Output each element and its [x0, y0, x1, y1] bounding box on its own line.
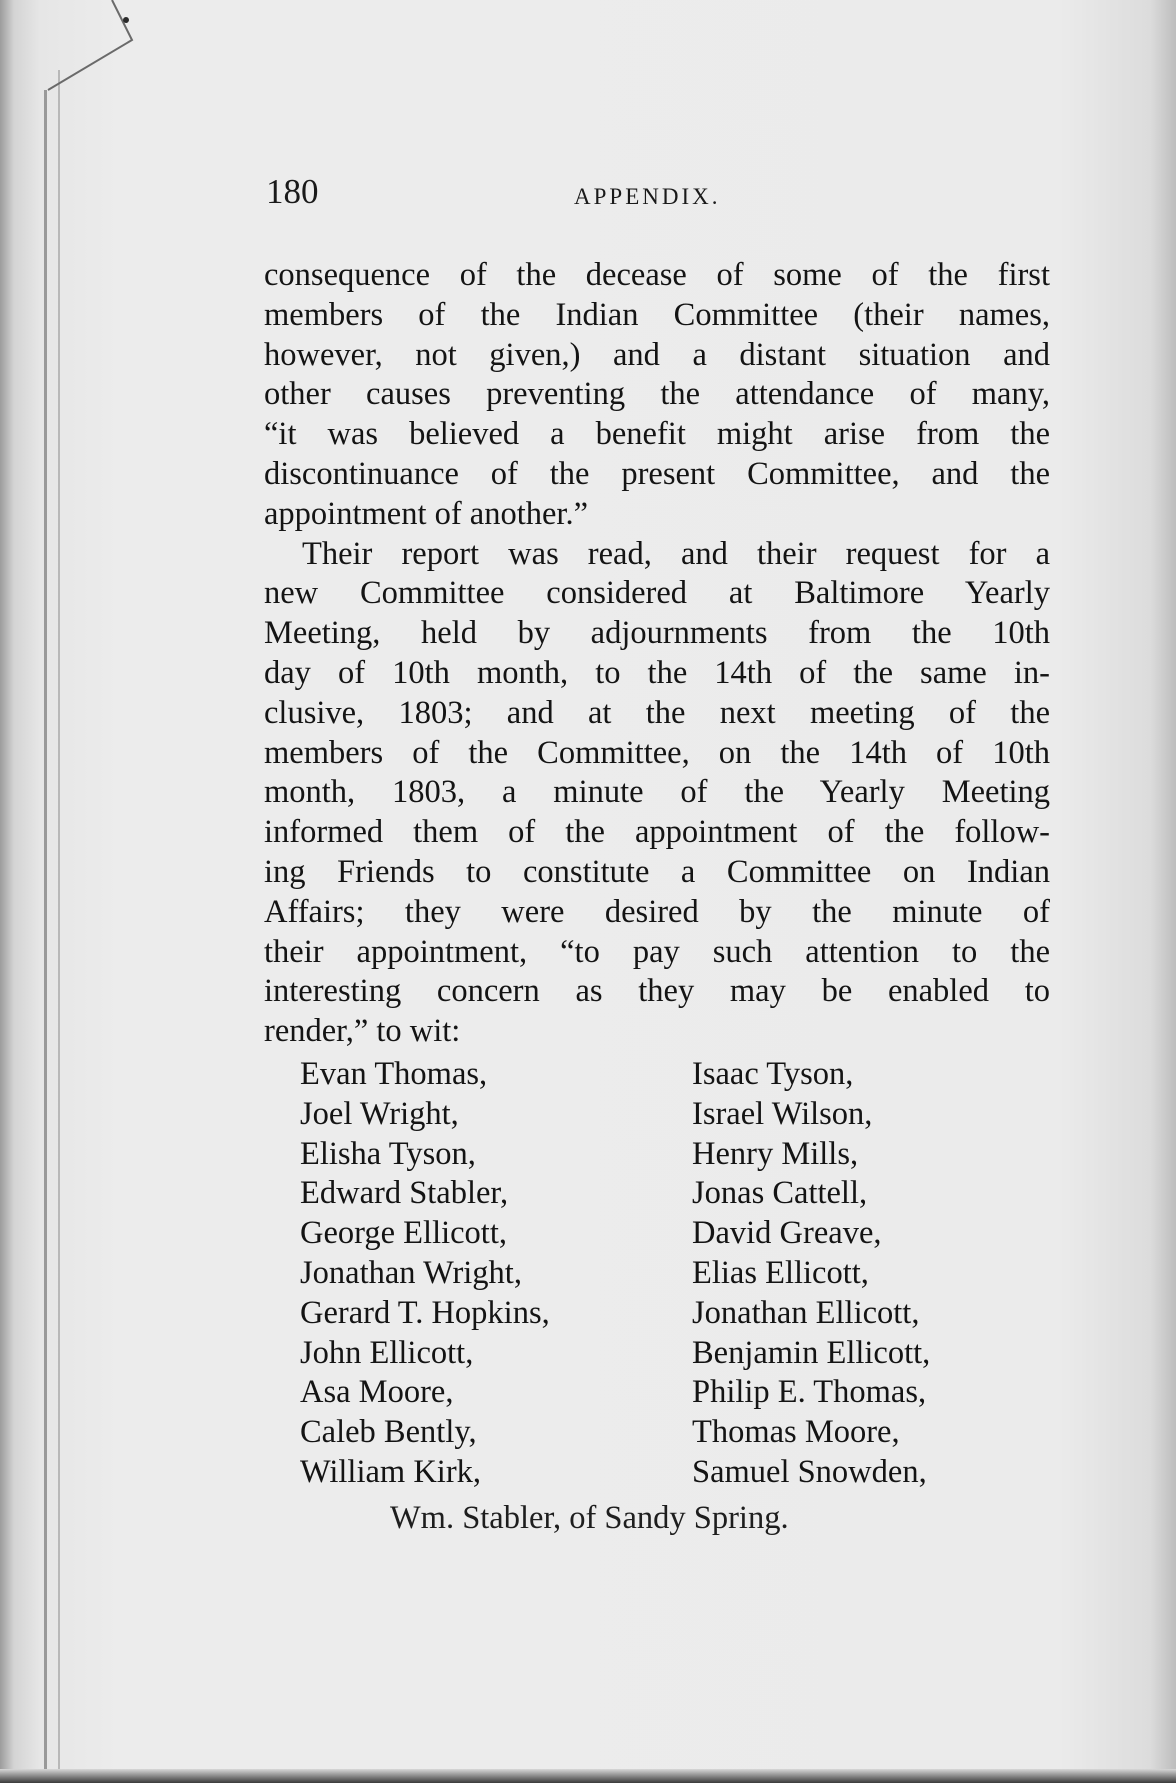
page-number: 180: [266, 172, 319, 211]
text-line: members of the Indian Committee (their names,: [264, 296, 1050, 333]
name-left: Caleb Bently,: [300, 1414, 477, 1451]
name-left: George Ellicott,: [300, 1215, 507, 1252]
text-line: “it was believed a benefit might arise from the: [264, 416, 1050, 453]
gutter-edge: [58, 70, 60, 1770]
text-line: however, not given,) and a distant situation and: [264, 336, 1050, 373]
text-line: consequence of the decease of some of the first: [264, 257, 1050, 293]
name-row: [300, 1294, 1020, 1334]
name-right: Israel Wilson,: [692, 1095, 873, 1132]
name-row: [300, 1453, 1020, 1493]
paragraph-2: [264, 535, 1050, 1052]
page-header: [266, 172, 1046, 222]
text-line: Affairs; they were desired by the minute of: [264, 893, 1050, 930]
text-line: other causes preventing the attendance of many,: [264, 376, 1050, 413]
paragraph-1: [264, 256, 1050, 535]
name-left: William Kirk,: [300, 1453, 482, 1490]
text-line: appointment of another.”: [264, 495, 589, 532]
name-right: David Greave,: [692, 1215, 882, 1252]
page-bottom-edge: [0, 1769, 1176, 1783]
name-row: [300, 1334, 1020, 1374]
text-line: new Committee considered at Baltimore Yearly: [264, 575, 1050, 612]
committee-names-list: [300, 1055, 1020, 1493]
name-right: Samuel Snowden,: [692, 1453, 927, 1490]
name-right: Benjamin Ellicott,: [692, 1334, 931, 1371]
name-row: [300, 1413, 1020, 1453]
body-text: [264, 256, 1050, 1052]
folded-corner-icon: [40, 0, 150, 100]
text-line: interesting concern as they may be enabled to: [264, 973, 1050, 1010]
text-line: their appointment, “to pay such attention to the: [264, 933, 1050, 970]
name-right: Henry Mills,: [692, 1135, 859, 1172]
name-left: Joel Wright,: [300, 1095, 459, 1132]
name-row: [300, 1254, 1020, 1294]
name-left: Edward Stabler,: [300, 1175, 509, 1212]
text-line: members of the Committee, on the 14th of 10th: [264, 734, 1050, 771]
name-row: [300, 1095, 1020, 1135]
text-line: discontinuance of the present Committee, and the: [264, 455, 1050, 492]
name-left: Evan Thomas,: [300, 1056, 488, 1092]
running-head: APPENDIX.: [574, 184, 721, 209]
name-row: [300, 1174, 1020, 1214]
text-line: clusive, 1803; and at the next meeting of the: [264, 694, 1050, 731]
text-line: informed them of the appointment of the follow-: [264, 814, 1050, 851]
name-right: Jonas Cattell,: [692, 1175, 868, 1212]
name-right: Isaac Tyson,: [692, 1056, 854, 1092]
closing-line: Wm. Stabler, of Sandy Spring.: [390, 1500, 789, 1536]
text-line: day of 10th month, to the 14th of the same in-: [264, 654, 1050, 691]
text-line: render,” to wit:: [264, 1013, 461, 1050]
gutter-shadow: [44, 90, 47, 1770]
name-row: [300, 1214, 1020, 1254]
name-left: Jonathan Wright,: [300, 1254, 522, 1291]
name-left: Elisha Tyson,: [300, 1135, 476, 1172]
text-line: month, 1803, a minute of the Yearly Meeting: [264, 774, 1050, 811]
text-line: Meeting, held by adjournments from the 10th: [264, 615, 1050, 652]
text-line: ing Friends to constitute a Committee on Indian: [264, 853, 1050, 890]
name-row: [300, 1373, 1020, 1413]
text-line: Their report was read, and their request for a: [302, 535, 1050, 572]
name-right: Jonathan Ellicott,: [692, 1294, 920, 1331]
name-left: Gerard T. Hopkins,: [300, 1294, 550, 1331]
name-row: [300, 1055, 1020, 1095]
name-row: [300, 1135, 1020, 1175]
name-left: John Ellicott,: [300, 1334, 474, 1371]
name-right: Philip E. Thomas,: [692, 1374, 927, 1411]
name-right: Thomas Moore,: [692, 1414, 900, 1451]
name-right: Elias Ellicott,: [692, 1254, 869, 1291]
name-left: Asa Moore,: [300, 1374, 454, 1411]
